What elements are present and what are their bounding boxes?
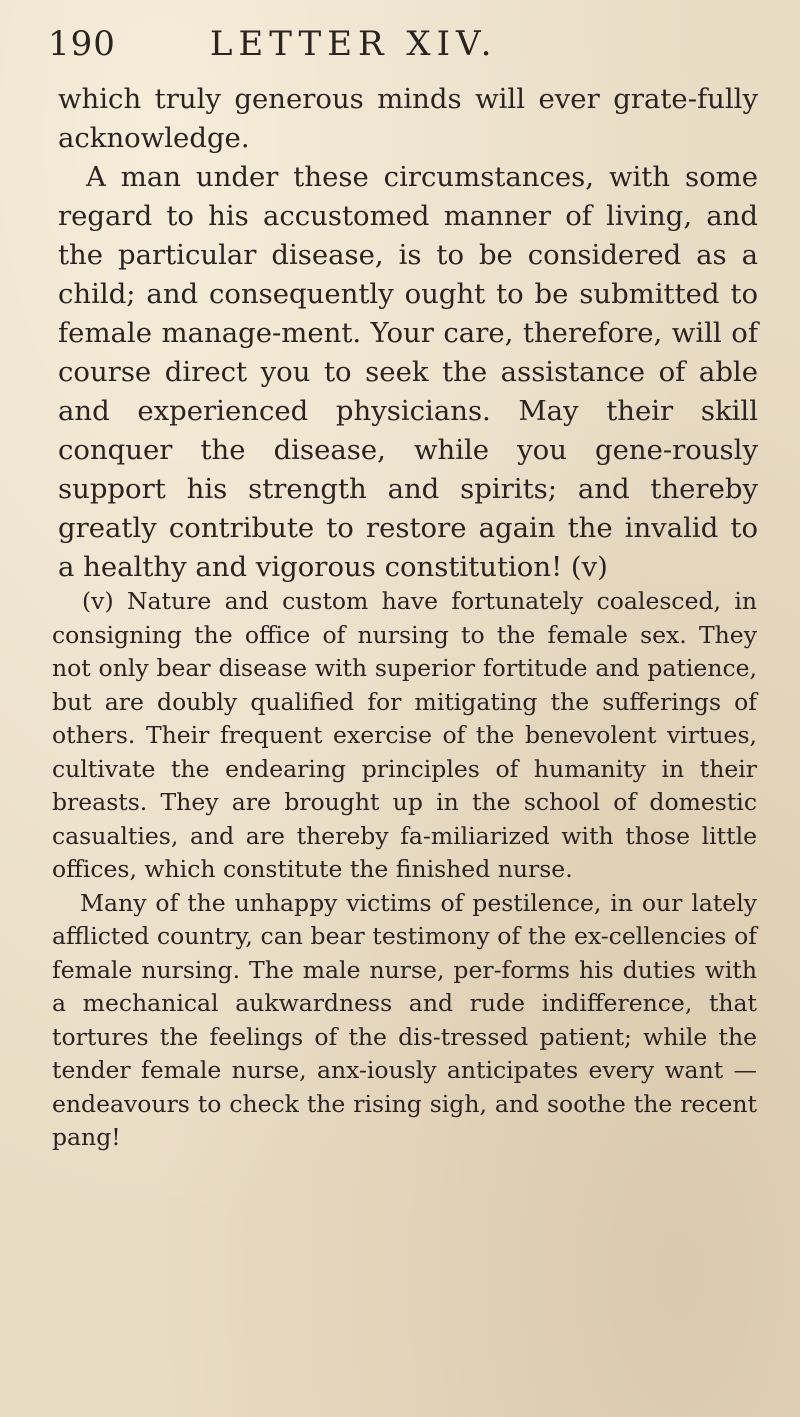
main-paragraph-1: which truly generous minds will ever grate-fully acknowledge. bbox=[58, 83, 758, 154]
footnote-paragraph-2: Many of the unhappy victims of pestilence, in our lately afflicted country, can bear testimony of the ex-cellencies of female nursing. The male nurse, per-forms his duties with a mechanical aukwardness and rude indifference, that tortures the feelings of the dis-tressed patient; while the tender female nurse, anx-iously anticipates every want —endeavours to check the rising sigh, and soothe the recent pang! bbox=[52, 888, 757, 1151]
footnote-paragraph-1: (v) Nature and custom have fortunately coalesced, in consigning the office of nursing to the female sex. They not only bear disease with superior fortitude and patience, but are doubly qualified for mitigating the sufferings of others. Their frequent exercise of the benevolent virtues, cultivate the endearing principles of humanity in their breasts. They are brought up in the school of domestic casualties, and are thereby fa-miliarized with those little offices, which constitute the finished nurse. bbox=[52, 587, 757, 883]
letter-title: LETTER XIV. bbox=[209, 24, 498, 64]
page-number: 190 bbox=[48, 24, 116, 64]
running-head bbox=[48, 22, 748, 66]
main-paragraph-2: A man under these circumstances, with some regard to his accustomed manner of living, and the particular disease, is to be considered as a child; and consequently ought to be submitted to female manage-ment. Your care, therefore, will of course direct you to seek the assistance of able and experienced physicians. May their skill conquer the disease, while you gene-rously support his strength and spirits; and thereby greatly contribute to restore again the invalid to a healthy and vigorous constitution! (v) bbox=[58, 161, 758, 583]
main-text bbox=[58, 80, 758, 587]
footnote bbox=[52, 585, 757, 1155]
